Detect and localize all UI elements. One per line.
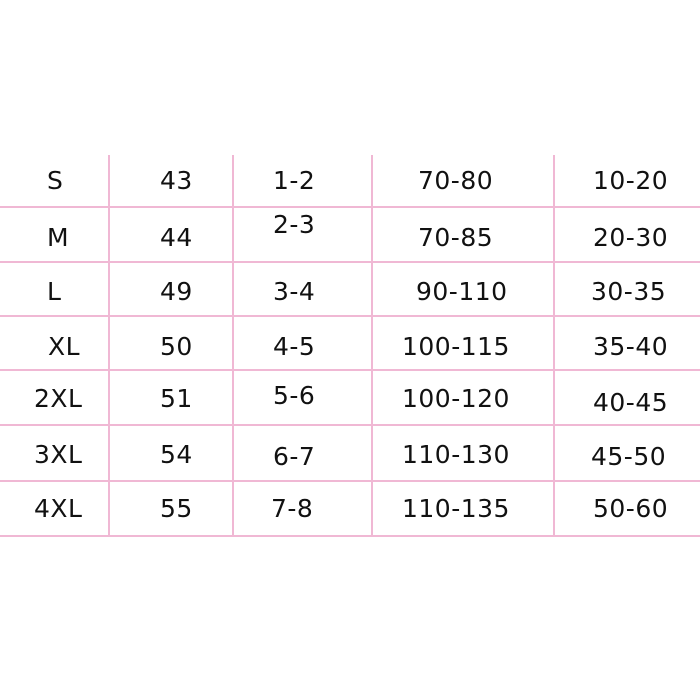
weight-range-cell: 35-40 xyxy=(593,332,669,361)
row-divider xyxy=(0,261,700,263)
age-range-cell: 2-3 xyxy=(273,210,316,239)
row-divider xyxy=(0,535,700,537)
value-cell: 55 xyxy=(160,494,193,523)
size-cell: 3XL xyxy=(34,440,83,469)
height-range-cell: 110-130 xyxy=(402,440,510,469)
row-divider xyxy=(0,424,700,426)
value-cell: 51 xyxy=(160,384,193,413)
row-divider xyxy=(0,206,700,208)
value-cell: 50 xyxy=(160,332,193,361)
size-cell: M xyxy=(47,223,70,252)
row-divider xyxy=(0,480,700,482)
height-range-cell: 70-80 xyxy=(418,166,494,195)
weight-range-cell: 10-20 xyxy=(593,166,669,195)
column-divider xyxy=(232,155,234,537)
height-range-cell: 90-110 xyxy=(416,277,508,306)
age-range-cell: 1-2 xyxy=(273,166,316,195)
height-range-cell: 70-85 xyxy=(418,223,494,252)
age-range-cell: 7-8 xyxy=(271,494,314,523)
size-cell: XL xyxy=(48,332,81,361)
size-cell: S xyxy=(47,166,64,195)
column-divider xyxy=(371,155,373,537)
column-divider xyxy=(108,155,110,537)
age-range-cell: 3-4 xyxy=(273,277,316,306)
value-cell: 44 xyxy=(160,223,193,252)
age-range-cell: 6-7 xyxy=(273,442,316,471)
height-range-cell: 100-115 xyxy=(402,332,510,361)
size-chart-table xyxy=(0,155,700,537)
weight-range-cell: 40-45 xyxy=(593,388,669,417)
column-divider xyxy=(553,155,555,537)
value-cell: 49 xyxy=(160,277,193,306)
weight-range-cell: 20-30 xyxy=(593,223,669,252)
row-divider xyxy=(0,315,700,317)
size-cell: L xyxy=(47,277,62,306)
size-cell: 4XL xyxy=(34,494,83,523)
value-cell: 54 xyxy=(160,440,193,469)
height-range-cell: 110-135 xyxy=(402,494,510,523)
value-cell: 43 xyxy=(160,166,193,195)
age-range-cell: 5-6 xyxy=(273,381,316,410)
weight-range-cell: 45-50 xyxy=(591,442,667,471)
weight-range-cell: 50-60 xyxy=(593,494,669,523)
row-divider xyxy=(0,369,700,371)
weight-range-cell: 30-35 xyxy=(591,277,667,306)
height-range-cell: 100-120 xyxy=(402,384,510,413)
size-cell: 2XL xyxy=(34,384,83,413)
age-range-cell: 4-5 xyxy=(273,332,316,361)
